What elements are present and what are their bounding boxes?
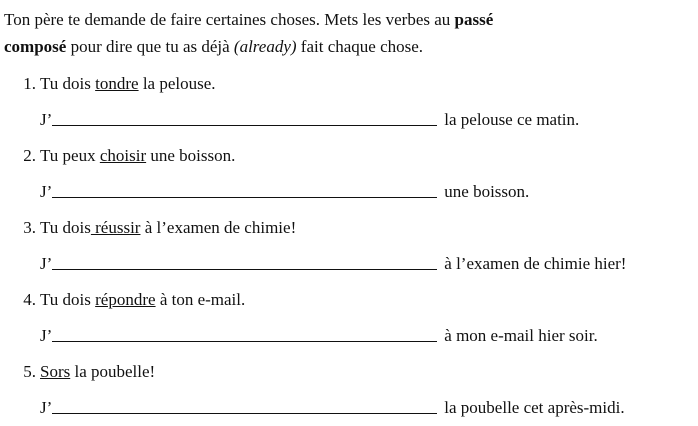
answer-blank[interactable] xyxy=(52,412,437,414)
answer-line xyxy=(4,102,694,138)
item-number: 1. xyxy=(23,74,36,93)
exercise-item-5 xyxy=(4,354,694,426)
answer-start: J’ xyxy=(40,398,53,417)
answer-rest: la pelouse ce matin. xyxy=(444,110,580,129)
answer-start: J’ xyxy=(40,110,53,129)
prompt-line xyxy=(4,282,694,318)
prompt-verb: réussir xyxy=(90,218,141,237)
answer-line xyxy=(4,390,694,426)
prompt-verb: tondre xyxy=(95,74,139,93)
prompt-after: la poubelle! xyxy=(70,362,156,381)
prompt-line xyxy=(4,354,694,390)
exercise-item-1 xyxy=(4,66,694,138)
prompt-after: à l’examen de chimie! xyxy=(140,218,297,237)
prompt-line xyxy=(4,138,694,174)
prompt-before: Tu dois xyxy=(40,218,91,237)
prompt-before: Tu peux xyxy=(40,146,100,165)
item-number: 3. xyxy=(23,218,36,237)
prompt-before: Tu dois xyxy=(40,290,96,309)
answer-start: J’ xyxy=(40,326,53,345)
exercise-item-3 xyxy=(4,210,694,282)
item-number: 5. xyxy=(23,362,36,381)
worksheet-page xyxy=(4,6,694,426)
answer-blank[interactable] xyxy=(52,196,437,198)
answer-start: J’ xyxy=(40,254,53,273)
prompt-verb: Sors xyxy=(40,362,71,381)
instructions-text-3: fait chaque chose. xyxy=(296,37,424,56)
answer-rest: une boisson. xyxy=(444,182,530,201)
instructions-italic-already: (already) xyxy=(233,37,297,56)
answer-rest: la poubelle cet après-midi. xyxy=(444,398,625,417)
answer-blank[interactable] xyxy=(52,124,437,126)
instructions-bold-compose: composé xyxy=(4,37,67,56)
exercise-item-4 xyxy=(4,282,694,354)
answer-start: J’ xyxy=(40,182,53,201)
exercise-list xyxy=(4,66,694,426)
answer-line xyxy=(4,174,694,210)
answer-line xyxy=(4,318,694,354)
exercise-item-2 xyxy=(4,138,694,210)
answer-line xyxy=(4,246,694,282)
answer-rest: à l’examen de chimie hier! xyxy=(444,254,627,273)
instructions-text-2: pour dire que tu as déjà xyxy=(66,37,234,56)
prompt-before: Tu dois xyxy=(40,74,96,93)
prompt-line xyxy=(4,66,694,102)
item-number: 4. xyxy=(23,290,36,309)
instructions-text-1: Ton père te demande de faire certaines choses. Mets les verbes au xyxy=(4,10,455,29)
answer-blank[interactable] xyxy=(52,268,437,270)
prompt-after: une boisson. xyxy=(146,146,236,165)
answer-blank[interactable] xyxy=(52,340,437,342)
prompt-verb: répondre xyxy=(95,290,156,309)
prompt-verb: choisir xyxy=(99,146,147,165)
prompt-line xyxy=(4,210,694,246)
prompt-after: la pelouse. xyxy=(138,74,216,93)
instructions-paragraph xyxy=(4,6,694,60)
instructions-bold-passe: passé xyxy=(454,10,494,29)
item-number: 2. xyxy=(23,146,36,165)
prompt-after: à ton e-mail. xyxy=(155,290,246,309)
answer-rest: à mon e-mail hier soir. xyxy=(444,326,598,345)
